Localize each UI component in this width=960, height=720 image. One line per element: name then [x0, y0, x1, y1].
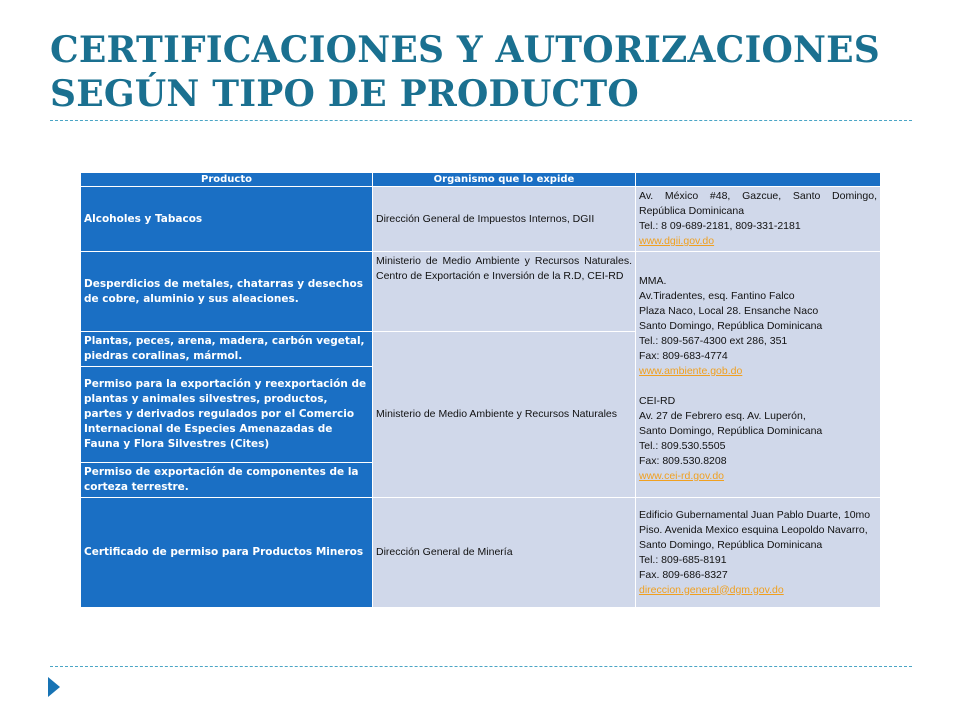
- address-line: Av. México #48, Gazcue, Santo Domingo, República Dominicana: [639, 190, 877, 217]
- email-link[interactable]: direccion.general@dgm.gov.do: [639, 583, 784, 596]
- website-link[interactable]: www.ambiente.gob.do: [639, 364, 743, 377]
- address-cell: [636, 252, 881, 498]
- address-line: Fax: 809-683-4774: [639, 349, 728, 362]
- top-divider: [50, 120, 912, 121]
- website-link[interactable]: www.dgii.gov.do: [639, 235, 715, 247]
- title-line-1: CERTIFICACIONES Y AUTORIZACIONES: [50, 29, 880, 71]
- address-line: Edificio Gubernamental Juan Pablo Duarte, 10mo Piso. Avenida Mexico esquina Leopoldo Navarro, Santo Domingo, República Dominicana: [639, 508, 871, 551]
- triangle-bullet-icon: [48, 677, 60, 697]
- organismo-cell: Dirección General de Impuestos Internos, DGII: [373, 187, 636, 252]
- slide-title: [50, 28, 930, 116]
- header-organismo: Organismo que lo expide: [373, 173, 636, 187]
- table-row: [81, 187, 881, 252]
- product-cell: Desperdicios de metales, chatarras y desechos de cobre, aluminio y sus aleaciones.: [81, 252, 373, 332]
- address-line: Fax: 809.530.8208: [639, 454, 727, 467]
- header-producto: Producto: [81, 173, 373, 187]
- product-cell: Certificado de permiso para Productos Mineros: [81, 498, 373, 608]
- bottom-divider: [50, 666, 912, 667]
- address-line: Santo Domingo, República Dominicana: [639, 319, 823, 332]
- address-line: Av. 27 de Febrero esq. Av. Luperón,: [639, 409, 806, 422]
- address-cell: [636, 498, 881, 608]
- address-cell: [636, 187, 881, 252]
- address-line: Tel.: 8 09-689-2181, 809-331-2181: [639, 220, 801, 232]
- address-line: CEI-RD: [639, 394, 676, 407]
- address-line: Tel.: 809-685-8191: [639, 553, 727, 566]
- table-row: [81, 498, 881, 608]
- product-cell: Plantas, peces, arena, madera, carbón vegetal, piedras coralinas, mármol.: [81, 332, 373, 367]
- address-line: Av.Tiradentes, esq. Fantino Falco: [639, 289, 795, 302]
- address-line: Tel.: 809.530.5505: [639, 439, 726, 452]
- address-line: MMA.: [639, 274, 667, 287]
- address-line: Fax. 809-686-8327: [639, 568, 728, 581]
- table-header-row: [81, 173, 881, 187]
- title-line-2: SEGÚN TIPO DE PRODUCTO: [50, 73, 639, 115]
- product-cell: Alcoholes y Tabacos: [81, 187, 373, 252]
- address-spacer: [639, 379, 877, 394]
- product-cell: Permiso de exportación de componentes de la corteza terrestre.: [81, 463, 373, 498]
- header-contacto: [636, 173, 881, 187]
- organismo-cell: Dirección General de Minería: [373, 498, 636, 608]
- table-row: [81, 252, 881, 332]
- address-line: Tel.: 809-567-4300 ext 286, 351: [639, 334, 788, 347]
- product-cell: Permiso para la exportación y reexportación de plantas y animales silvestres, productos, partes y derivados regulados por el Comercio Internacional de Especies Amenazadas de Fauna y Flora Silvestres (Cites): [81, 367, 373, 463]
- organismo-cell: Ministerio de Medio Ambiente y Recursos Naturales: [373, 332, 636, 498]
- address-line: Santo Domingo, República Dominicana: [639, 424, 823, 437]
- address-line: Plaza Naco, Local 28. Ensanche Naco: [639, 304, 819, 317]
- website-link[interactable]: www.cei-rd.gov.do: [639, 469, 725, 482]
- organismo-cell: Ministerio de Medio Ambiente y Recursos Naturales. Centro de Exportación e Inversión de la R.D, CEI-RD: [373, 252, 636, 332]
- products-table: [80, 172, 881, 608]
